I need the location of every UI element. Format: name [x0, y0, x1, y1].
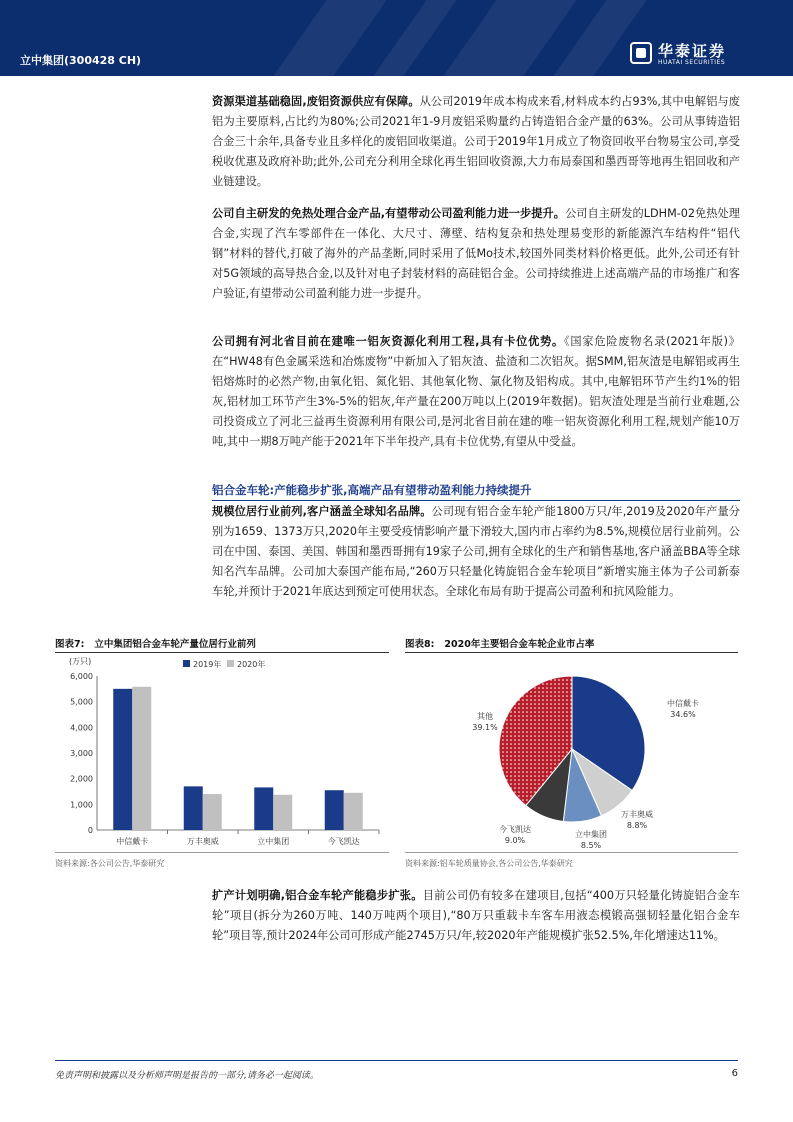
- pie-slice-name: 立中集团: [575, 830, 607, 839]
- bar: [273, 795, 292, 830]
- pie-slice-value: 34.6%: [670, 710, 696, 719]
- legend-label: 2019年: [193, 660, 222, 669]
- legend-swatch: [183, 660, 190, 667]
- bar: [132, 687, 151, 830]
- figure8-title: 图表8: 2020年主要铝合金车轮企业市占率: [405, 639, 595, 650]
- legend-label: 2020年: [237, 660, 266, 669]
- pie-slice-value: 8.5%: [580, 841, 602, 850]
- y-tick-label: 1,000: [70, 800, 93, 810]
- paragraph-recycling: 资源渠道基础稳固,废铝资源供应有保障。从公司2019年成本构成来看,材料成本约占93%,其中电解铝与废铝为主要原料,占比约为80%;公司2021年1-9月废铝采购量约占铸造铝合金产量的63%。公司从事铸造铝合金三十余年,具备专业且多样化的废铝回收渠道。公司于2019年1月成立了物资回收平台物易宝公司,享受税收优惠及政府补助;此外,公司充分利用全球化再生铝回收资源,大力布局泰国和墨西哥等地再生铝回收和产业链建设。: [212, 95, 740, 188]
- bar: [203, 794, 222, 830]
- logo-name-en: HUATAI SECURITIES: [658, 59, 726, 66]
- y-tick-label: 4,000: [70, 723, 93, 733]
- page-header: [0, 0, 793, 76]
- figure8-source: 资料来源:铝车轮质量协会,各公司公告,华泰研究: [405, 859, 573, 868]
- y-tick-label: 0: [87, 826, 93, 835]
- pie-slice-value: 8.8%: [626, 821, 648, 830]
- y-tick-label: 5,000: [70, 697, 93, 707]
- paragraph-alloy: 公司自主研发的免热处理合金产品,有望带动公司盈利能力进一步提升。公司自主研发的LDHM-02免热处理合金,实现了汽车零部件在一体化、大尺寸、薄壁、结构复杂和热处理易变形的新能源汽车结构件“铝代钢”材料的替代,打破了海外的产品垄断,同时采用了低Mo技术,较国外同类材料价格更低。此外,公司还有针对5G领域的高导热合金,以及针对电子封装材料的高硅铝合金。公司持续推进上述高端产品的市场推广和客户验证,有望带动公司盈利能力进一步提升。: [212, 207, 740, 300]
- paragraph-expansion: 扩产计划明确,铝合金车轮产能稳步扩张。目前公司仍有较多在建项目,包括“400万只轻量化铸旋铝合金车轮”项目(拆分为260万吨、140万吨两个项目),“80万只重载卡车客车用液态模锻高强韧轻量化铝合金车轮”项目等,预计2024年公司可形成产能2745万只/年,较2020年产能规模扩张52.5%,年化增速达11%。: [212, 889, 740, 942]
- pie-slice-value: 39.1%: [472, 723, 498, 732]
- x-tick-label: 万丰奥威: [186, 837, 219, 846]
- pie-slice-name: 万丰奥威: [621, 810, 653, 819]
- huatai-logo: [630, 40, 740, 70]
- pie-slice-name: 今飞凯达: [499, 825, 531, 834]
- footer-disclaimer: 免责声明和披露以及分析师声明是报告的一部分,请务必一起阅读。: [55, 1071, 319, 1081]
- bar: [344, 793, 363, 830]
- x-tick-label: 立中集团: [257, 837, 290, 846]
- section-divider: [212, 500, 740, 501]
- paragraph-scale: 规模位居行业前列,客户涵盖全球知名品牌。公司现有铝合金车轮产能1800万只/年,2019及2020年产量分别为1659、1373万只,2020年主要受疫情影响产量下滑较大,国内市占率约为8.5%,规模位居行业前列。公司在中国、泰国、美国、韩国和墨西哥拥有19家子公司,拥有全球化的生产和销售基地,客户涵盖BBA等全球知名汽车品牌。公司加大泰国产能布局,“260万只轻量化铸旋铝合金车轮项目”新增实施主体为子公司新泰车轮,并预计于2021年底达到预定可使用状态。全球化布局有助于提高公司盈利和抗风险能力。: [212, 505, 740, 598]
- pie-slice-value: 9.0%: [504, 836, 526, 845]
- x-tick-label: 今飞凯达: [327, 837, 360, 846]
- y-unit-label: (万只): [69, 657, 92, 666]
- paragraph-aluminum-ash: 公司拥有河北省目前在建唯一铝灰资源化利用工程,具有卡位优势。《国家危险废物名录(2021年版)》在“HW48有色金属采选和冶炼废物”中新加入了铝灰渣、盐渣和二次铝灰。据SMM,铝灰渣是电解铝或再生铝熔炼时的必然产物,由氧化铝、氮化铝、其他氧化物、氯化物及铝构成。其中,电解铝环节产生约1%的铝灰,铝材加工环节产生3%-5%的铝灰,年产量在200万吨以上(2019年数据)。铝灰渣处理是当前行业难题,公司投资成立了河北三益再生资源利用有限公司,是河北省目前在建的唯一铝灰资源化利用工程,规划产能10万吨,其中一期8万吨产能于2021年下半年投产,具有卡位优势,有望从中受益。: [212, 335, 740, 448]
- x-tick-label: 中信戴卡: [116, 837, 149, 846]
- figure7-top-rule: [55, 652, 389, 653]
- y-tick-label: 3,000: [70, 749, 93, 758]
- bar: [184, 786, 203, 830]
- footer-rule: [55, 1060, 738, 1061]
- page-number: 6: [731, 1068, 738, 1079]
- pie-slice-name: 中信戴卡: [667, 699, 699, 708]
- company-ticker: 立中集团(300428 CH): [20, 54, 142, 67]
- legend-swatch: [227, 660, 234, 667]
- figure7-bottom-rule: [55, 852, 389, 853]
- bar-chart: [55, 654, 389, 850]
- figure7-source: 资料来源:各公司公告,华泰研究: [55, 859, 165, 868]
- figure8-bottom-rule: [405, 852, 738, 853]
- bar: [325, 790, 344, 830]
- y-tick-label: 2,000: [70, 774, 93, 784]
- pie-chart: [405, 654, 738, 850]
- y-tick-label: 6,000: [70, 672, 93, 681]
- figure8-top-rule: [405, 652, 738, 653]
- figure7-title: 图表7: 立中集团铝合金车轮产量位居行业前列: [55, 639, 256, 650]
- bar: [113, 689, 132, 830]
- logo-name-cn: 华泰证券: [658, 42, 727, 60]
- logo-icon: [630, 42, 652, 64]
- pie-slice-name: 其他: [477, 712, 493, 721]
- section-title: 铝合金车轮:产能稳步扩张,高端产品有望带动盈利能力持续提升: [212, 483, 532, 497]
- bar: [254, 787, 273, 830]
